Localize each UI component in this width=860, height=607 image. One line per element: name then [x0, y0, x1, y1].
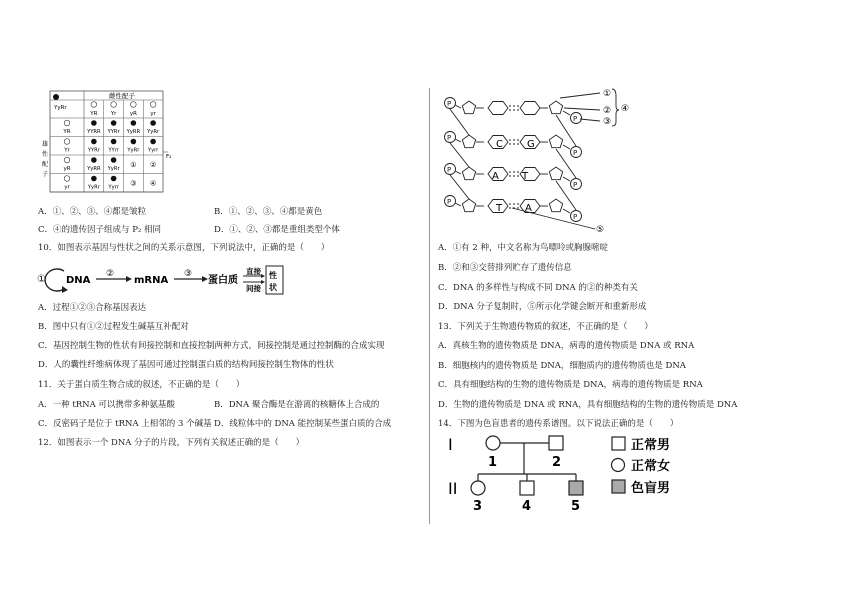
svg-text:①: ①: [37, 274, 46, 285]
punnett-cell-icon: [150, 120, 156, 126]
punnett-cell-icon: [111, 157, 117, 163]
svg-text:P: P: [573, 115, 578, 123]
deoxyribose-right: [549, 167, 562, 180]
parent-gamete-icon: [53, 94, 59, 100]
punnett-side-2: 性: [42, 151, 49, 158]
svg-text:P: P: [573, 213, 578, 221]
q13-option-d: D．生物的遗传物质是 DNA 或 RNA，具有细胞结构的生物的遗传物质是 DNA: [438, 400, 738, 410]
punnett-cell-genotype: YYrr: [108, 147, 119, 154]
punnett-cell-icon: [91, 176, 97, 182]
q13-option-a: A．真核生物的遗传物质是 DNA，病毒的遗传物质是 DNA 或 RNA: [438, 341, 695, 351]
svg-text:P: P: [573, 181, 578, 189]
deoxyribose-left: [462, 199, 475, 212]
col-gamete-label: yR: [129, 111, 137, 117]
punnett-cell-icon: [91, 120, 97, 126]
punnett-cell-genotype: Yyrr: [147, 147, 159, 154]
legend-colorblind-icon: [612, 480, 625, 493]
legend-male-icon: [612, 437, 625, 450]
q12-option-c: C．DNA 的多样性与构成不同 DNA 的②的种类有关: [438, 283, 638, 293]
svg-text:②: ②: [603, 106, 612, 116]
svg-text:1: 1: [488, 455, 498, 470]
q10-option-a: A．过程①②③合称基因表达: [38, 303, 147, 313]
punnett-cell-label: ④: [149, 179, 157, 188]
q11-option-c: C．反密码子是位于 tRNA 上相邻的 3 个碱基: [38, 419, 212, 429]
punnett-cell-icon: [111, 176, 117, 182]
punnett-square-figure: [38, 90, 178, 196]
legend-male: 正常男: [631, 438, 671, 453]
q12-stem: 12．如图表示一个 DNA 分子的片段，下列有关叙述正确的是（ ）: [38, 438, 305, 448]
punnett-cell-icon: [150, 139, 156, 145]
q10-option-d: D．人的囊性纤维病体现了基因可通过控制蛋白质的结构间接控制生物体的性状: [38, 360, 334, 370]
individual-5: [569, 481, 583, 495]
q12-option-a: A．①有 2 种，中文名称为鸟嘌呤或胸腺嘧啶: [438, 243, 608, 253]
punnett-cell-genotype: YyRr: [127, 147, 140, 154]
svg-text:P: P: [447, 166, 452, 174]
col-gamete-icon: [150, 102, 156, 108]
dna-fragment-diagram: [440, 86, 640, 234]
deoxyribose-left: [462, 135, 475, 148]
col-gamete-icon: [111, 102, 117, 108]
row-gamete-icon: [64, 157, 70, 163]
col-gamete-label: Yr: [110, 111, 117, 117]
deoxyribose-right: [549, 135, 562, 148]
svg-text:A: A: [492, 171, 499, 182]
q9-option-d: D．①、②、③都是重组类型个体: [214, 225, 340, 235]
punnett-cell-icon: [91, 157, 97, 163]
punnett-cell-icon: [91, 139, 97, 145]
q13-option-b: B．细胞核内的遗传物质是 DNA，细胞质内的遗传物质也是 DNA: [438, 361, 686, 371]
q14-stem: 14．下图为色盲患者的遗传系谱图。以下说法正确的是（ ）: [438, 419, 679, 429]
punnett-header: 雌性配子: [109, 92, 135, 100]
deoxyribose-left: [462, 101, 475, 114]
punnett-side-4: 子: [42, 171, 49, 178]
svg-text:性: 性: [269, 271, 277, 280]
svg-text:mRNA: mRNA: [134, 275, 169, 286]
svg-text:T: T: [496, 203, 503, 214]
generation-2: II: [448, 479, 458, 498]
punnett-cell-icon: [111, 139, 117, 145]
svg-text:②: ②: [106, 269, 115, 279]
punnett-cell-genotype: YYRr: [87, 147, 100, 154]
svg-text:直接: 直接: [246, 267, 261, 276]
col-gamete-label: yr: [150, 111, 156, 117]
legend-female: 正常女: [631, 459, 671, 474]
svg-text:3: 3: [473, 499, 483, 512]
punnett-side-1: 雄: [42, 141, 49, 148]
punnett-cell-label: ①: [130, 161, 137, 169]
individual-2: [549, 436, 563, 450]
row-gamete-label: Yr: [64, 147, 70, 154]
base-left: [488, 102, 508, 115]
q11-option-a: A．一种 tRNA 可以携带多种氨基酸: [38, 400, 175, 410]
punnett-cell-genotype: YYRR: [87, 129, 101, 135]
svg-text:DNA: DNA: [66, 275, 91, 286]
pedigree-chart: [446, 432, 696, 512]
col-gamete-icon: [91, 102, 97, 108]
q10-option-b: B．图中只有①②过程发生碱基互补配对: [38, 322, 189, 332]
svg-text:③: ③: [603, 117, 612, 127]
q13-option-c: C．具有细胞结构的生物的遗传物质是 DNA，病毒的遗传物质是 RNA: [438, 380, 703, 390]
punnett-cell-icon: [131, 139, 137, 145]
row-gamete-label: YR: [63, 129, 71, 135]
svg-text:P: P: [447, 198, 452, 206]
svg-text:P: P: [447, 100, 452, 108]
punnett-cell-genotype: YyRr: [87, 184, 100, 191]
svg-text:P: P: [447, 134, 452, 142]
q9-option-b: B．①、②、③、④都是黄色: [214, 207, 323, 217]
svg-text:5: 5: [571, 499, 581, 512]
svg-text:④: ④: [621, 104, 630, 114]
svg-text:T: T: [522, 171, 529, 182]
base-right: [520, 102, 540, 115]
svg-text:状: 状: [269, 283, 277, 292]
svg-text:G: G: [527, 139, 535, 150]
punnett-cell-label: ③: [130, 179, 137, 188]
svg-text:P: P: [573, 149, 578, 157]
punnett-side-3: 配: [42, 161, 49, 168]
svg-text:2: 2: [552, 455, 562, 470]
legend-female-icon: [612, 459, 625, 472]
punnett-cell-icon: [111, 120, 117, 126]
svg-text:4: 4: [522, 499, 532, 512]
col-gamete-label: YR: [90, 111, 98, 117]
deoxyribose-right: [549, 199, 562, 212]
punnett-cell-genotype: YyRR: [87, 166, 101, 172]
punnett-cell-genotype: YyRr: [107, 166, 120, 172]
punnett-cell-genotype: YYRr: [107, 129, 120, 135]
q12-option-b: B．②和③交替排列贮存了遗传信息: [438, 263, 572, 273]
row-gamete-label: yr: [64, 184, 70, 191]
punnett-cell-genotype: YyRR: [126, 129, 141, 135]
individual-3: [471, 481, 485, 495]
svg-text:间接: 间接: [246, 284, 261, 293]
generation-1: I: [448, 435, 453, 454]
deoxyribose-left: [462, 167, 475, 180]
gene-trait-diagram: [36, 262, 286, 296]
individual-4: [520, 481, 534, 495]
column-divider: [429, 88, 430, 524]
punnett-parent: YyRr: [54, 105, 67, 111]
q11-option-d: D．线粒体中的 DNA 能控制某些蛋白质的合成: [214, 419, 392, 429]
row-gamete-icon: [64, 120, 70, 126]
q13-stem: 13．下列关于生物遗传物质的叙述，不正确的是（ ）: [438, 322, 653, 332]
col-gamete-icon: [131, 102, 137, 108]
row-gamete-label: yR: [63, 166, 71, 172]
punnett-f2: F₂: [166, 154, 172, 160]
svg-text:⑤: ⑤: [596, 225, 605, 234]
legend-colorblind: 色盲男: [631, 481, 671, 496]
svg-text:③: ③: [184, 269, 193, 279]
punnett-cell-label: ②: [149, 161, 157, 169]
punnett-cell-genotype: YyRr: [147, 129, 160, 135]
q11-option-b: B．DNA 聚合酶是在游离的核糖体上合成的: [214, 400, 380, 410]
svg-text:C: C: [496, 139, 503, 150]
individual-1: [486, 436, 500, 450]
punnett-cell-genotype: Yyrr: [108, 184, 119, 191]
q10-option-c: C．基因控制生物的性状有间接控制和直接控制两种方式，间接控制是通过控制酶的合成实现: [38, 341, 385, 351]
row-gamete-icon: [64, 139, 70, 145]
q9-option-a: A．①、②、③、④都是皱粒: [38, 207, 147, 217]
q9-option-c: C．④的遗传因子组成与 P₂ 相同: [38, 225, 162, 235]
svg-text:A: A: [525, 203, 532, 214]
svg-text:①: ①: [603, 89, 612, 99]
punnett-cell-icon: [131, 120, 137, 126]
deoxyribose-right: [549, 101, 562, 114]
q10-stem: 10．如图表示基因与性状之间的关系示意图，下列说法中，正确的是（ ）: [38, 243, 330, 253]
q12-option-d: D．DNA 分子复制时，⑤所示化学键会断开和重新形成: [438, 302, 647, 312]
q11-stem: 11．关于蛋白质生物合成的叙述，不正确的是（ ）: [38, 380, 245, 390]
svg-text:蛋白质: 蛋白质: [208, 275, 238, 286]
row-gamete-icon: [64, 176, 70, 182]
